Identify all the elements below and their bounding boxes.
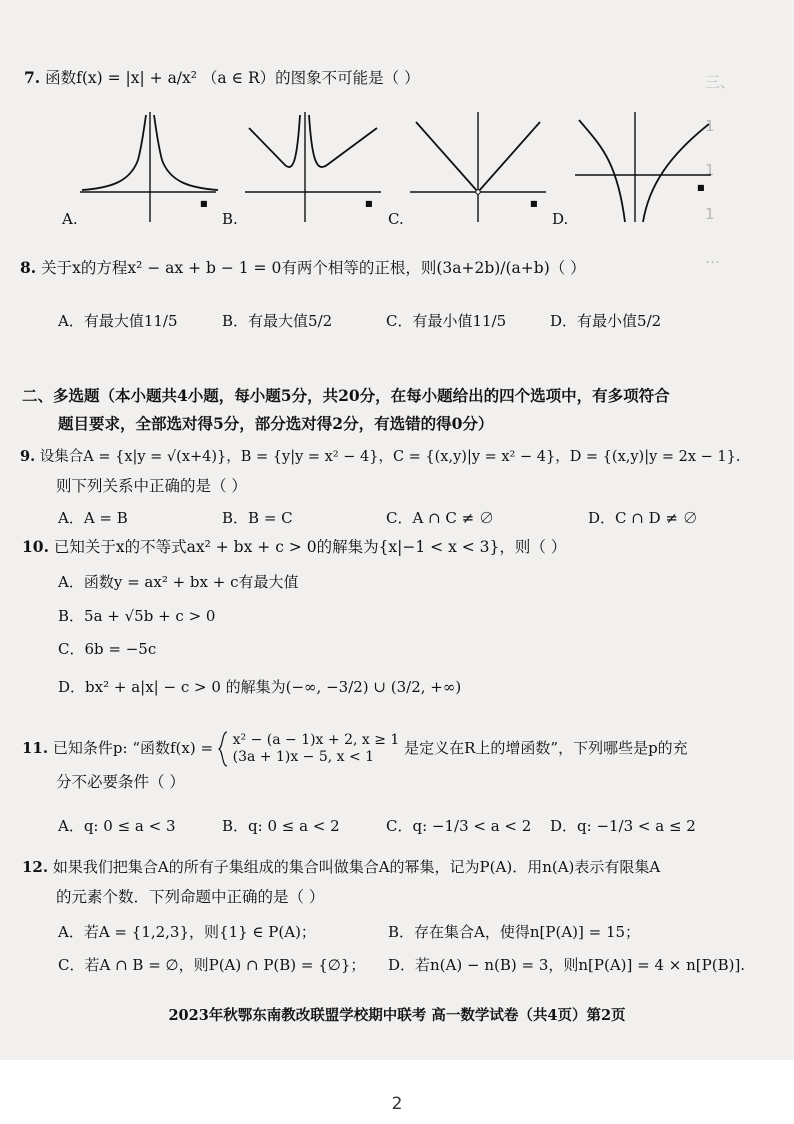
option-b: B．有最大值5/2	[222, 312, 333, 330]
option-d: D．q: −1/3 < a ≤ 2	[550, 817, 696, 835]
case-2: (3a + 1)x − 5, x < 1	[232, 749, 375, 765]
option-c: C．有最小值11/5	[386, 312, 507, 330]
option-b: B．q: 0 ≤ a < 2	[222, 817, 340, 835]
question-7	[24, 68, 420, 88]
option-b: B．B = C	[222, 509, 293, 527]
graph-d-plot	[575, 110, 715, 225]
option-c: C．6b = −5c	[58, 640, 157, 658]
graph-b	[245, 110, 385, 225]
question-text: 关于x的方程x² − ax + b − 1 = 0有两个相等的正根，则(3a+2b)/(a+b)（ ）	[41, 259, 586, 277]
page-number: 2	[391, 1094, 403, 1114]
question-9	[20, 447, 740, 467]
question-9-line2: 则下列关系中正确的是（ ）	[56, 477, 247, 495]
graph-label-a: A.	[62, 210, 78, 228]
svg-text:■: ■	[365, 199, 373, 208]
option-c: C．q: −1/3 < a < 2	[386, 817, 532, 835]
graph-b-plot	[245, 110, 385, 225]
svg-text:■: ■	[200, 199, 208, 208]
question-8	[20, 258, 586, 278]
option-a: A．A = B	[58, 509, 128, 527]
option-a: A．有最大值11/5	[58, 312, 178, 330]
graph-label-d: D.	[552, 210, 569, 228]
question-number: 9.	[20, 448, 36, 465]
question-number: 10.	[22, 537, 49, 556]
option-c: C．若A ∩ B = ∅，则P(A) ∩ P(B) = {∅}；	[58, 956, 366, 974]
option-a: A．函数y = ax² + bx + c有最大值	[58, 573, 299, 591]
svg-text:■: ■	[697, 183, 705, 192]
svg-text:■: ■	[530, 199, 538, 208]
question-text: 函数f(x) = |x| + a/x² （a ∈ R）的图象不可能是（ ）	[45, 69, 420, 87]
section-title: 二、多选题（本小题共4小题，每小题5分，共20分，在每小题给出的四个选项中，有多项符合	[22, 386, 670, 405]
option-d: D．有最小值5/2	[550, 312, 662, 330]
graph-d	[575, 110, 715, 225]
option-c: C．A ∩ C ≠ ∅	[386, 509, 494, 527]
graph-a-plot	[80, 110, 220, 225]
graph-label-c: C.	[388, 210, 404, 228]
piecewise-brace	[218, 731, 228, 767]
question-text: 已知条件p: “函数f(x) =	[52, 739, 214, 757]
bleed-through-text: 三、 1 1 1 …	[705, 73, 736, 267]
option-d: D．若n(A) − n(B) = 3，则n[P(A)] = 4 × n[P(B)].	[388, 956, 746, 974]
question-text: 已知关于x的不等式ax² + bx + c > 0的解集为{x|−1 < x < 3}，则（ ）	[53, 538, 567, 556]
page-footer: 2023年秋鄂东南教改联盟学校期中联考 高一数学试卷（共4页）第2页	[168, 1007, 626, 1024]
graph-c-plot	[410, 110, 550, 225]
question-11	[22, 731, 688, 767]
option-d: D．C ∩ D ≠ ∅	[588, 509, 698, 527]
graph-c	[410, 110, 550, 225]
question-number: 11.	[22, 739, 49, 757]
graph-label-b: B.	[222, 210, 238, 228]
graph-a	[80, 110, 220, 225]
option-a: A．若A = {1,2,3}，则{1} ∈ P(A)；	[58, 923, 316, 941]
option-b: B．5a + √5b + c > 0	[58, 607, 216, 625]
case-1: x² − (a − 1)x + 2, x ≥ 1	[232, 732, 400, 748]
question-number: 7.	[24, 68, 41, 87]
question-text: 设集合A = {x|y = √(x+4)}，B = {y|y = x² − 4}，C = {(x,y)|y = x² − 4}，D = {(x,y)|y = 2x − 1}.	[39, 449, 741, 465]
option-b: B．存在集合A，使得n[P(A)] = 15；	[388, 923, 641, 941]
question-text: 如果我们把集合A的所有子集组成的集合叫做集合A的幂集，记为P(A)．用n(A)表示有限集A	[52, 858, 661, 876]
question-number: 8.	[20, 258, 37, 277]
question-12	[22, 857, 660, 877]
question-10	[22, 537, 566, 557]
section-title-line2: 题目要求，全部选对得5分，部分选对得2分，有选错的得0分）	[58, 414, 494, 433]
question-11-line2: 分不必要条件（ ）	[56, 773, 185, 791]
question-number: 12.	[22, 858, 49, 876]
question-text-cont: 是定义在R上的增函数”，下列哪些是p的充	[404, 739, 688, 757]
piecewise-cases	[233, 732, 400, 766]
option-a: A．q: 0 ≤ a < 3	[58, 817, 176, 835]
option-d: D．bx² + a|x| − c > 0 的解集为(−∞, −3/2) ∪ (3/2, +∞)	[58, 678, 462, 696]
question-12-line2: 的元素个数．下列命题中正确的是（ ）	[56, 888, 325, 906]
